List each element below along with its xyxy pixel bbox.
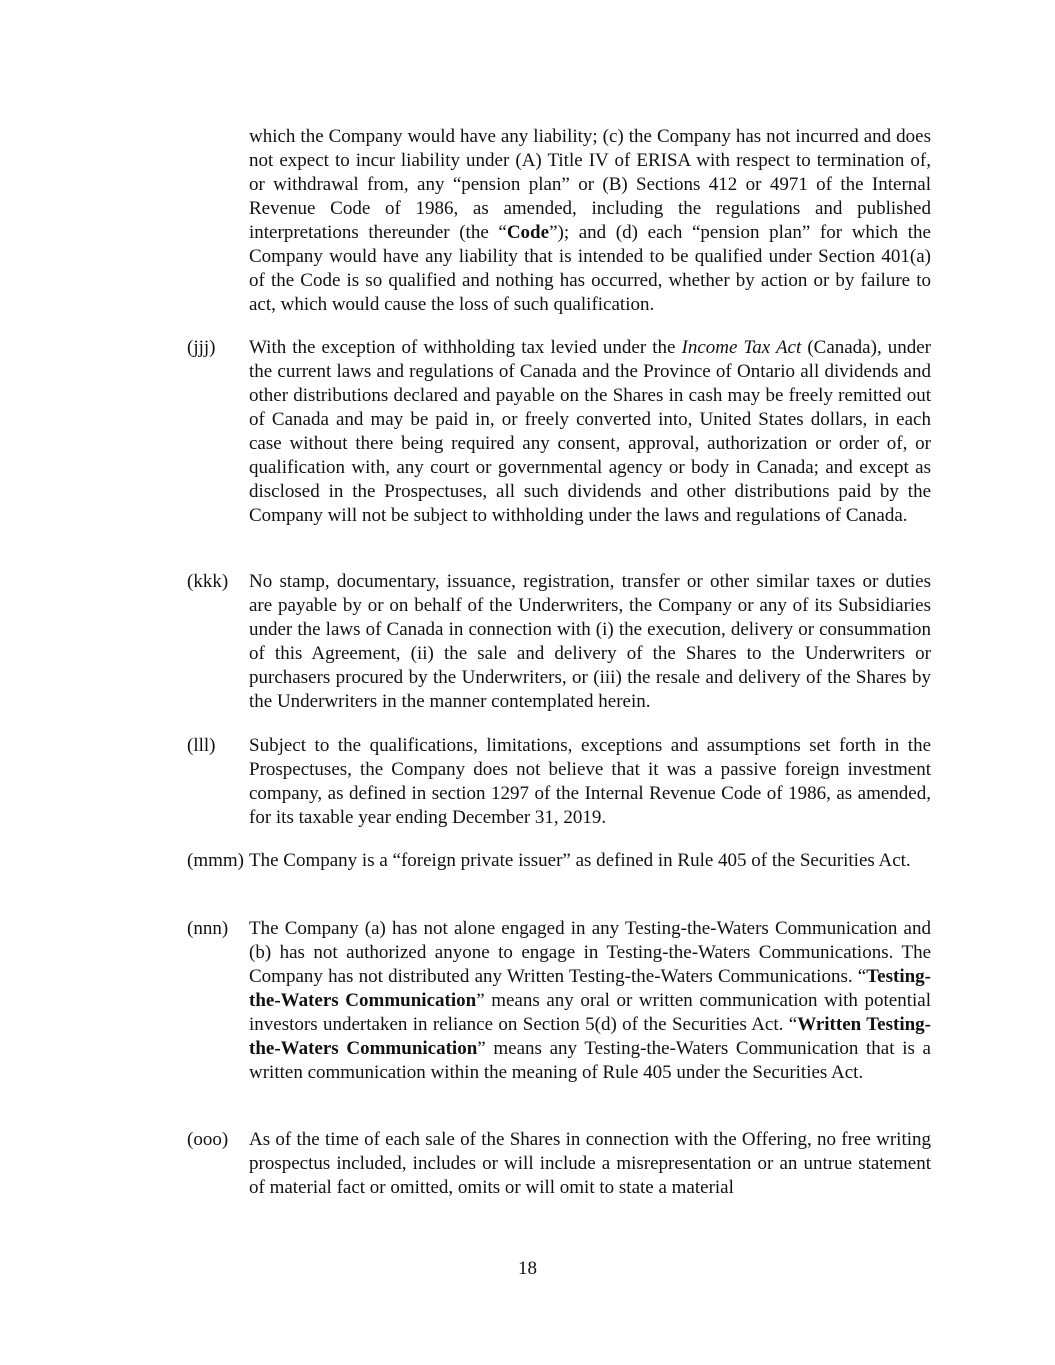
clause-label: (lll) [187,735,216,756]
clause-text: As of the time of each sale of the Shares in connection with the Offering, no free writing prospectus included, includes or will include a misrepresentation or an untrue statement of material fact or omitted, omits or will omit to state a material [249,1129,931,1198]
clause-label: (ooo) [187,1129,229,1150]
clause-text [249,336,931,528]
income-tax-act-title: Income Tax Act [681,337,802,358]
clause-text-part3: ” means any Testing-the-Waters Communication that is a written communication within the meaning of Rule 405 under the Securities Act. [249,1038,931,1083]
clause-nnn [187,917,931,1085]
clause-label: (kkk) [187,571,229,592]
continued-text-part1: which the Company would have any liability; (c) the Company has not incurred and does not expect to incur liability under (A) Title IV of ERISA with respect to termination of, or withdrawal from, any “pension plan” or (B) Sections 412 or 4971 of the Internal Revenue Code of 1986, as amended, including the regulations and published interpretations thereunder (the “ [249,126,931,243]
clause-lll [187,734,931,830]
clause-text: Subject to the qualifications, limitations, exceptions and assumptions set forth in the Prospectuses, the Company does not believe that it was a passive foreign investment company, as defined in section 1297 of the Internal Revenue Code of 1986, as amended, for its taxable year ending December 31, 2019. [249,735,931,828]
defined-term-written-testing-the-waters: Written Testing-the-Waters Communication [249,1014,931,1059]
clause-text: No stamp, documentary, issuance, registration, transfer or other similar taxes or duties are payable by or on behalf of the Underwriters, the Company or any of its Subsidiaries under the laws of Canada in connection with (i) the execution, delivery or consummation of this Agreement, (ii) the sale and delivery of the Shares to the Underwriters or purchasers procured by the Underwriters, or (iii) the resale and delivery of the Shares by the Underwriters in the manner contemplated herein. [249,571,931,712]
clause-text [249,917,931,1085]
page-number: 18 [518,1258,537,1279]
clause-text: The Company is a “foreign private issuer” as defined in Rule 405 of the Securities Act. [249,850,911,871]
clause-label: (nnn) [187,918,229,939]
clause-label: (jjj) [187,337,216,358]
clause-ooo [187,1128,931,1200]
clause-mmm [187,849,931,873]
clause-jjj [187,336,931,528]
clause-text-part2: ” means any oral or written communication with potential investors undertaken in reliance on Section 5(d) of the Securities Act. “ [249,990,931,1035]
continued-paragraph [249,125,931,317]
clause-text-part2: (Canada), under the current laws and regulations of Canada and the Province of Ontario all dividends and other distributions declared and payable on the Shares in cash may be freely remitted out of Canada and may be paid in, or freely converted into, United States dollars, in each case without there being required any consent, approval, authorization or order of, or qualification with, any court or governmental agency or body in Canada; and except as disclosed in the Prospectuses, all such dividends and other distributions paid by the Company will not be subject to withholding under the laws and regulations of Canada. [249,337,931,526]
clause-kkk [187,570,931,714]
clause-label: (mmm) [187,850,244,871]
clause-text-part1: With the exception of withholding tax levied under the [249,337,682,358]
continued-text-part2: ”); and (d) each “pension plan” for which the Company would have any liability that is intended to be qualified under Section 401(a) of the Code is so qualified and nothing has occurred, whether by action or by failure to act, which would cause the loss of such qualification. [249,222,931,315]
defined-term-testing-the-waters: Testing-the-Waters Communication [249,966,931,1011]
defined-term-code: Code [506,222,550,243]
clause-text-part1: The Company (a) has not alone engaged in any Testing-the-Waters Communication and (b) has not authorized anyone to engage in Testing-the-Waters Communications. The Company has not distributed any Written Testing-the-Waters Communications. “ [249,918,931,987]
